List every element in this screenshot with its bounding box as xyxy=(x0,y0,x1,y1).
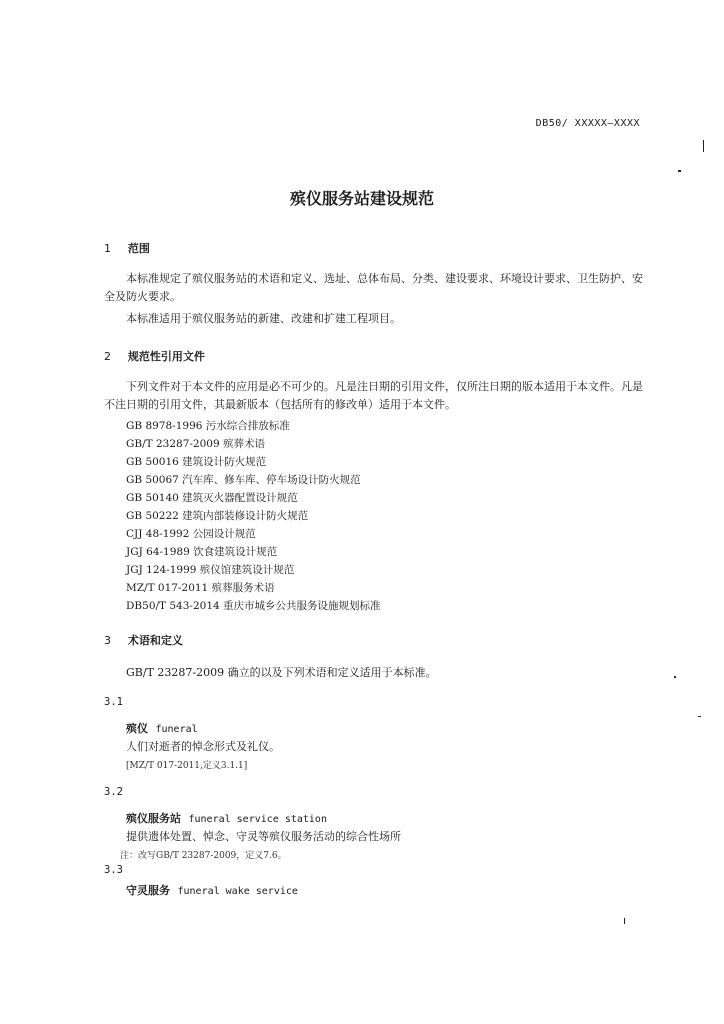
term-zh: 殡仪服务站 xyxy=(126,812,181,825)
term-heading xyxy=(126,810,327,826)
term-zh: 守灵服务 xyxy=(126,884,170,897)
scan-mark xyxy=(678,170,681,172)
term-number: 3.3 xyxy=(104,864,123,876)
term-source-note: 注：改写GB/T 23287-2009，定义7.6。 xyxy=(120,851,287,861)
term-heading xyxy=(126,720,198,736)
section-heading-normative-references xyxy=(104,348,205,364)
section-number: 3 xyxy=(104,634,111,647)
reference-item: DB50/T 543-2014 重庆市城乡公共服务设施规划标准 xyxy=(126,600,381,612)
term-number: 3.2 xyxy=(104,786,123,798)
references-intro: 下列文件对于本文件的应用是必不可少的。凡是注日期的引用文件，仅所注日期的版本适用于本文件。凡是不注日期的引用文件，其最新版本（包括所有的修改单）适用于本文件。 xyxy=(104,380,643,411)
document-code: DB50/ XXXXX—XXXX xyxy=(535,118,640,129)
term-en: funeral service station xyxy=(188,814,327,825)
reference-item: JGJ 124-1999 殡仪馆建筑设计规范 xyxy=(126,564,295,576)
scope-paragraph-1: 本标准规定了殡仪服务站的术语和定义、选址、总体布局、分类、建设要求、环境设计要求、卫生防护、安全及防火要求。 xyxy=(104,272,643,303)
reference-item: GB 50140 建筑灭火器配置设计规范 xyxy=(126,492,298,504)
term-en: funeral wake service xyxy=(177,886,298,897)
term-en: funeral xyxy=(155,724,198,735)
page-title: 殡仪服务站建设规范 xyxy=(289,189,434,208)
term-zh: 殡仪 xyxy=(126,722,148,735)
reference-item: CJJ 48-1992 公园设计规范 xyxy=(126,528,256,540)
section-title: 范围 xyxy=(127,242,150,255)
section-title: 术语和定义 xyxy=(127,634,183,647)
scan-mark xyxy=(624,918,625,924)
reference-item: GB/T 23287-2009 殡葬术语 xyxy=(126,438,265,450)
section-heading-terms xyxy=(104,632,183,648)
term-heading xyxy=(126,882,298,898)
reference-item: GB 50016 建筑设计防火规范 xyxy=(126,456,267,468)
term-definition: 人们对逝者的悼念形式及礼仪。 xyxy=(126,740,280,753)
section-number: 1 xyxy=(104,242,111,255)
scan-mark xyxy=(674,676,676,678)
scope-paragraph-2: 本标准适用于殡仪服务站的新建、改建和扩建工程项目。 xyxy=(126,312,401,325)
reference-item: GB 50222 建筑内部装修设计防火规范 xyxy=(126,510,309,522)
term-number: 3.1 xyxy=(104,696,123,708)
reference-item: GB 50067 汽车库、修车库、停车场设计防火规范 xyxy=(126,474,361,486)
term-definition: 提供遗体处置、悼念、守灵等殡仪服务活动的综合性场所 xyxy=(126,830,401,843)
reference-item: MZ/T 017-2011 殡葬服务术语 xyxy=(126,582,275,594)
section-heading-scope xyxy=(104,240,150,256)
term-source-note: [MZ/T 017-2011,定义3.1.1] xyxy=(126,761,248,771)
reference-item: JGJ 64-1989 饮食建筑设计规范 xyxy=(126,546,278,558)
reference-item: GB 8978-1996 污水综合排放标准 xyxy=(126,420,290,432)
scan-mark xyxy=(698,716,701,717)
section-title: 规范性引用文件 xyxy=(127,350,205,363)
terms-intro: GB/T 23287-2009 确立的以及下列术语和定义适用于本标准。 xyxy=(126,666,437,679)
section-number: 2 xyxy=(104,350,111,363)
scan-mark xyxy=(703,140,704,152)
